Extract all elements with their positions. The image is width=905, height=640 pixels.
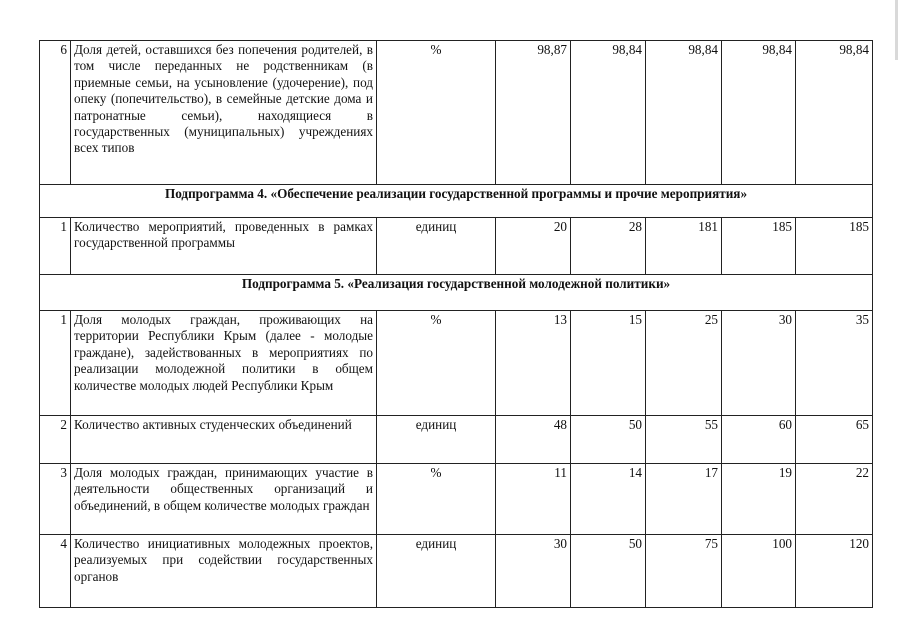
indicators-table — [39, 40, 873, 608]
value-cell: 13 — [496, 311, 571, 416]
value-cell: 22 — [796, 464, 873, 535]
table-row — [40, 535, 873, 608]
unit-cell: % — [377, 311, 496, 416]
value-cell: 185 — [722, 218, 796, 275]
value-cell: 50 — [571, 416, 646, 464]
unit-cell: единиц — [377, 535, 496, 608]
value-cell: 35 — [796, 311, 873, 416]
row-number: 4 — [40, 535, 71, 608]
value-cell: 30 — [496, 535, 571, 608]
value-cell: 98,87 — [496, 41, 571, 185]
row-number: 2 — [40, 416, 71, 464]
unit-cell: единиц — [377, 416, 496, 464]
subprogram-title: Подпрограмма 5. «Реализация государственной молодежной политики» — [40, 275, 873, 311]
value-cell: 28 — [571, 218, 646, 275]
unit-cell: % — [377, 41, 496, 185]
table-row — [40, 416, 873, 464]
indicator-name: Доля молодых граждан, проживающих на территории Республики Крым (далее - молодые граждане), задействованных в мероприятиях по реализации молодежной политики в общем количестве молодых людей Республики Крым — [71, 311, 377, 416]
table-row — [40, 218, 873, 275]
indicator-name: Количество мероприятий, проведенных в рамках государственной программы — [71, 218, 377, 275]
indicator-name: Количество инициативных молодежных проектов, реализуемых при содействии государственных органов — [71, 535, 377, 608]
indicator-name: Доля молодых граждан, принимающих участие в деятельности общественных организаций и объединений, в общем количестве молодых граждан — [71, 464, 377, 535]
value-cell: 100 — [722, 535, 796, 608]
value-cell: 98,84 — [646, 41, 722, 185]
row-number: 3 — [40, 464, 71, 535]
value-cell: 181 — [646, 218, 722, 275]
value-cell: 19 — [722, 464, 796, 535]
subprogram-title: Подпрограмма 4. «Обеспечение реализации государственной программы и прочие мероприятия» — [40, 185, 873, 218]
value-cell: 11 — [496, 464, 571, 535]
section-row — [40, 185, 873, 218]
unit-cell: единиц — [377, 218, 496, 275]
row-number: 1 — [40, 311, 71, 416]
value-cell: 48 — [496, 416, 571, 464]
value-cell: 30 — [722, 311, 796, 416]
value-cell: 17 — [646, 464, 722, 535]
section-row — [40, 275, 873, 311]
table-row — [40, 311, 873, 416]
value-cell: 14 — [571, 464, 646, 535]
value-cell: 55 — [646, 416, 722, 464]
value-cell: 98,84 — [722, 41, 796, 185]
value-cell: 25 — [646, 311, 722, 416]
indicator-name: Доля детей, оставшихся без попечения родителей, в том числе переданных не родственникам (в приемные семьи, на усыновление (удочерение), под опеку (попечительство), в семейные детские дома и патронатные семьи), находящиеся в государственных (муниципальных) учреждениях всех типов — [71, 41, 377, 185]
value-cell: 20 — [496, 218, 571, 275]
value-cell: 60 — [722, 416, 796, 464]
value-cell: 98,84 — [571, 41, 646, 185]
row-number: 6 — [40, 41, 71, 185]
indicator-name: Количество активных студенческих объединений — [71, 416, 377, 464]
value-cell: 15 — [571, 311, 646, 416]
table-row — [40, 464, 873, 535]
value-cell: 120 — [796, 535, 873, 608]
table-row — [40, 41, 873, 185]
value-cell: 65 — [796, 416, 873, 464]
value-cell: 98,84 — [796, 41, 873, 185]
value-cell: 185 — [796, 218, 873, 275]
value-cell: 75 — [646, 535, 722, 608]
unit-cell: % — [377, 464, 496, 535]
scan-edge-mark — [895, 0, 898, 60]
row-number: 1 — [40, 218, 71, 275]
value-cell: 50 — [571, 535, 646, 608]
